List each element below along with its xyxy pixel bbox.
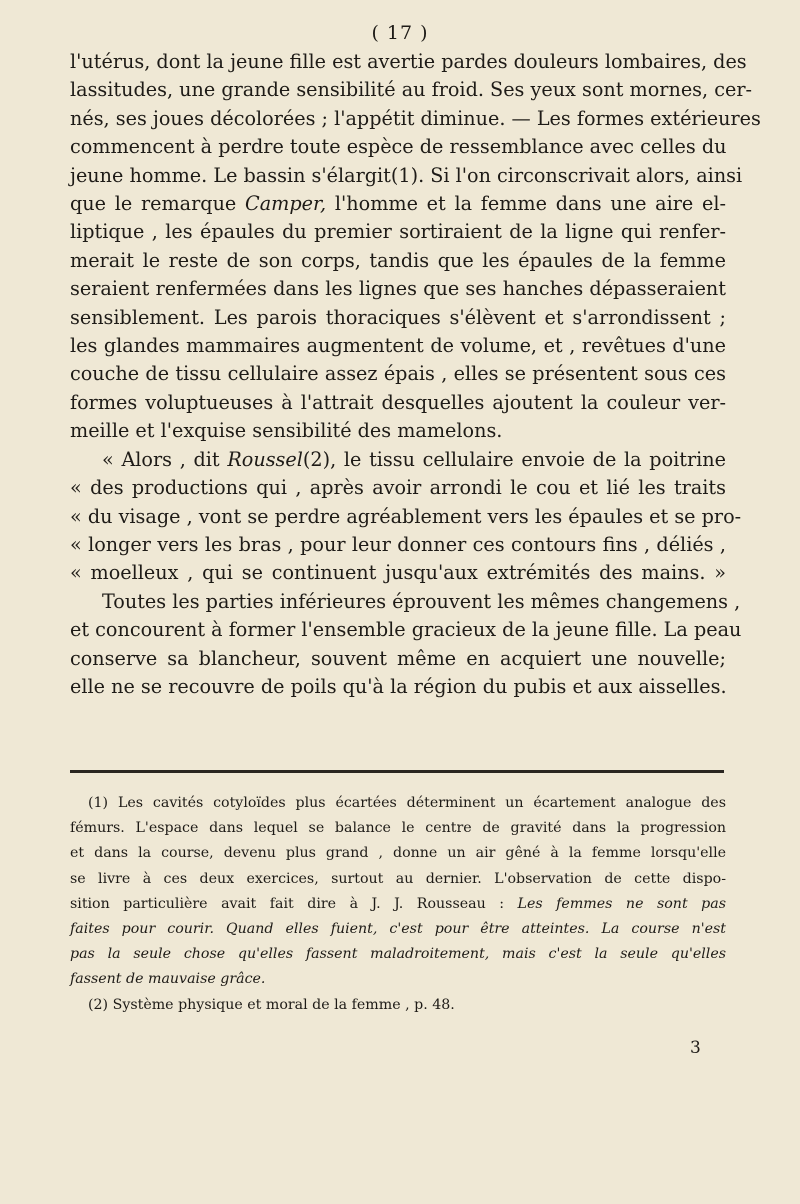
footnote-line [70, 917, 726, 942]
footnote-line: (1) Les cavités cotyloïdes plus écartées déterminent un écartement analogue des [88, 795, 726, 811]
text-line [70, 190, 726, 218]
quote-line: « des productions qui , après avoir arrondi le cou et lié les traits [70, 476, 726, 500]
page-number: ( 17 ) [371, 22, 429, 44]
quotation-italic: faites pour courir. Quand elles fuient, c'est pour être atteintes. La course n'est [70, 921, 726, 938]
author-name-camper: Camper, [245, 192, 327, 216]
footnote-separator [70, 770, 724, 773]
text-line: lassitudes, une grande sensibilité au froid. Ses yeux sont mornes, cer- [70, 78, 752, 102]
text-line: sensiblement. Les parois thoraciques s'élèvent et s'arrondissent ; [70, 305, 726, 329]
text-line: merait le reste de son corps, tandis que les épaules de la femme [70, 248, 726, 272]
footnote-line [70, 892, 726, 917]
quote-line: « longer vers les bras , pour leur donner ces contours fins , déliés , [70, 532, 726, 556]
text-line: meille et l'exquise sensibilité des mamelons. [70, 419, 503, 443]
text-line: conserve sa blancheur, souvent même en acquiert une nouvelle; [70, 646, 726, 670]
text-line: commencent à perdre toute espèce de ressemblance avec celles du [70, 135, 727, 159]
quotation-italic: Les femmes ne sont pas [517, 895, 726, 912]
text-segment: que le remarque [70, 192, 246, 216]
quote-line: « du visage , vont se perdre agréablement vers les épaules et se pro- [70, 504, 742, 528]
text-segment: (2), le tissu cellulaire envoie de la poitrine [302, 447, 726, 471]
text-line: et concourent à former l'ensemble gracieux de la jeune fille. La peau [70, 618, 742, 642]
quotation-italic: pas la seule chose qu'elles fassent maladroitement, mais c'est la seule qu'elles [70, 946, 726, 963]
footnote-line: fémurs. L'espace dans lequel se balance le centre de gravité dans la progression [70, 820, 726, 837]
quote-line: « moelleux , qui se continuent jusqu'aux extrémités des mains. » [70, 561, 726, 585]
text-segment: sition particulière avait fait dire à J. J. Rousseau : [70, 895, 518, 912]
text-line: formes voluptueuses à l'attrait desquelles ajoutent la couleur ver- [70, 390, 726, 414]
text-segment: « Alors , dit [102, 447, 228, 471]
footnote-line: et dans la course, devenu plus grand , donne un air gêné à la femme lorsqu'elle [70, 845, 726, 862]
text-line: nés, ses joues décolorées ; l'appétit diminue. — Les formes extérieures [70, 106, 761, 130]
text-line: seraient renfermées dans les lignes que ses hanches dépasseraient [70, 277, 726, 301]
footnote-line: (2) Système physique et moral de la femme , p. 48. [88, 996, 455, 1013]
text-line: liptique , les épaules du premier sortiraient de la ligne qui renfer- [70, 220, 726, 244]
footnote-line: se livre à ces deux exercices, surtout au dernier. L'observation de cette dispo- [70, 870, 726, 887]
footnote-line [70, 942, 726, 967]
signature-mark: 3 [690, 1038, 701, 1058]
text-segment: l'homme et la femme dans une aire el- [326, 192, 726, 216]
text-line: l'utérus, dont la jeune fille est avertie pardes douleurs lombaires, des [70, 50, 747, 73]
main-text [70, 48, 761, 701]
quote-line [70, 446, 726, 474]
text-line: jeune homme. Le bassin s'élargit(1). Si l'on circonscrivait alors, ainsi [70, 163, 743, 187]
author-name-roussel: Roussel [227, 447, 303, 471]
quotation-italic: fassent de mauvaise grâce. [70, 971, 266, 988]
text-line: elle ne se recouvre de poils qu'à la région du pubis et aux aisselles. [70, 674, 727, 698]
text-line: les glandes mammaires augmentent de volume, et , revêtues d'une [70, 334, 726, 358]
footnote-line [70, 967, 726, 992]
text-line: couche de tissu cellulaire assez épais , elles se présentent sous ces [70, 362, 726, 386]
footnotes [70, 791, 726, 1018]
text-line: Toutes les parties inférieures éprouvent les mêmes changemens , [102, 589, 741, 613]
